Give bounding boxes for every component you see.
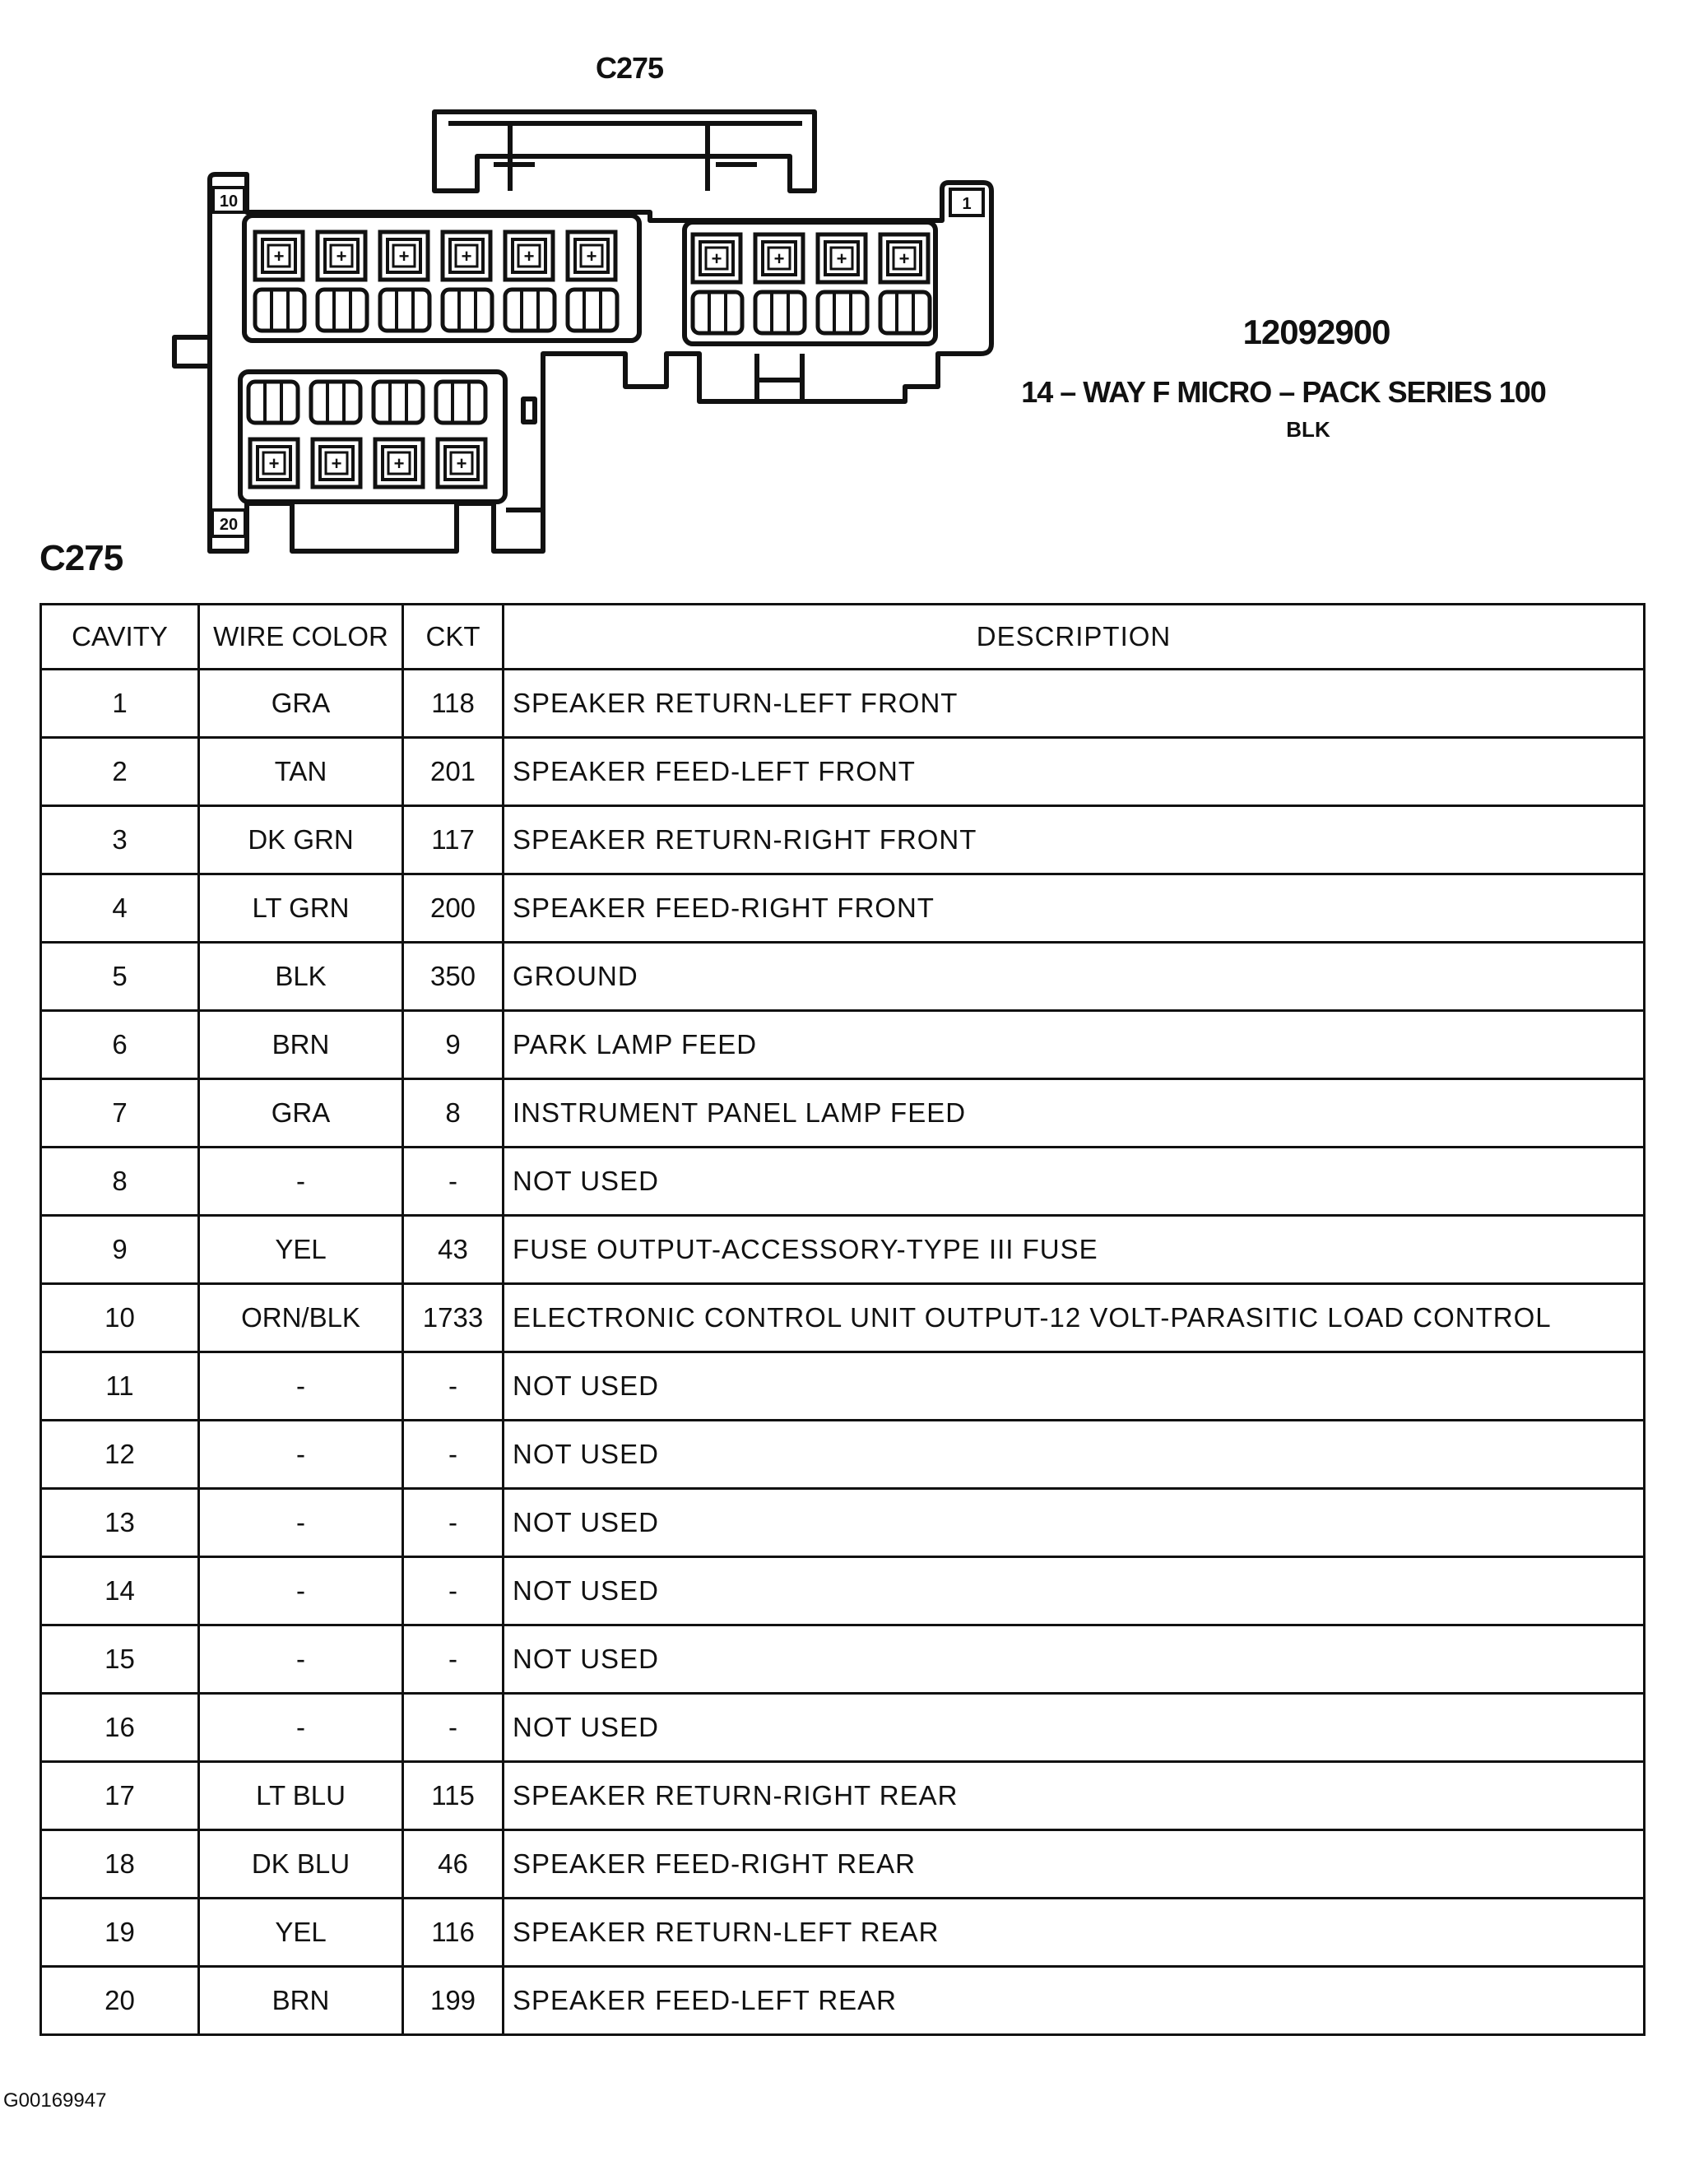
cell-cavity: 7 (41, 1079, 199, 1148)
cavity-20-label: 20 (219, 516, 239, 534)
terminal-cavity (818, 234, 866, 282)
rear-slot (311, 382, 360, 423)
cavity-1-label: 1 (962, 195, 972, 213)
table-row (41, 1284, 1645, 1352)
table-row (41, 1557, 1645, 1625)
table-row (41, 670, 1645, 738)
terminal-cavity (380, 232, 428, 280)
cell-description: GROUND (504, 943, 1645, 1011)
rear-slot (443, 290, 492, 331)
table-header-row (41, 605, 1645, 670)
cell-description: FUSE OUTPUT-ACCESSORY-TYPE III FUSE (504, 1216, 1645, 1284)
cell-wire-color: YEL (199, 1899, 403, 1967)
terminal-cavity (755, 234, 803, 282)
cell-cavity: 5 (41, 943, 199, 1011)
svg-text:+: + (586, 246, 597, 267)
connector-color: BLK (1286, 417, 1330, 442)
cell-wire-color: - (199, 1148, 403, 1216)
rear-slot (568, 290, 617, 331)
cell-description: SPEAKER FEED-RIGHT FRONT (504, 874, 1645, 943)
terminal-cavity (250, 439, 298, 487)
terminal-cavities (248, 232, 930, 487)
svg-text:+: + (456, 453, 467, 474)
terminal-cavity (255, 232, 303, 280)
table-row (41, 1967, 1645, 2035)
table-row (41, 1899, 1645, 1967)
cell-cavity: 12 (41, 1421, 199, 1489)
svg-text:+: + (773, 248, 785, 269)
key-notch (523, 399, 535, 422)
cell-description: SPEAKER FEED-LEFT REAR (504, 1967, 1645, 2035)
cell-wire-color: TAN (199, 738, 403, 806)
terminal-cavity (880, 234, 928, 282)
cell-ckt: 201 (403, 738, 504, 806)
cell-description: SPEAKER RETURN-RIGHT REAR (504, 1762, 1645, 1830)
svg-text:+: + (273, 246, 285, 267)
svg-text:+: + (898, 248, 910, 269)
cell-ckt: - (403, 1352, 504, 1421)
rear-slot (436, 382, 485, 423)
connector-diagram (0, 0, 1685, 592)
cell-description: NOT USED (504, 1625, 1645, 1694)
cell-wire-color: BRN (199, 1967, 403, 2035)
svg-text:+: + (711, 248, 722, 269)
cell-cavity: 16 (41, 1694, 199, 1762)
cell-cavity: 17 (41, 1762, 199, 1830)
cell-cavity: 4 (41, 874, 199, 943)
cell-ckt: 115 (403, 1762, 504, 1830)
cell-description: NOT USED (504, 1489, 1645, 1557)
cell-ckt: 118 (403, 670, 504, 738)
cell-wire-color: DK GRN (199, 806, 403, 874)
cell-wire-color: GRA (199, 670, 403, 738)
rear-slot (374, 382, 423, 423)
cell-description: SPEAKER FEED-LEFT FRONT (504, 738, 1645, 806)
cell-ckt: 8 (403, 1079, 504, 1148)
rear-slot (505, 290, 555, 331)
table-title: C275 (39, 538, 123, 578)
rear-slot (248, 382, 298, 423)
table-row (41, 1148, 1645, 1216)
cell-description: SPEAKER FEED-RIGHT REAR (504, 1830, 1645, 1899)
cell-ckt: 1733 (403, 1284, 504, 1352)
table-row (41, 1421, 1645, 1489)
table-row (41, 1694, 1645, 1762)
svg-text:+: + (268, 453, 280, 474)
cell-description: SPEAKER RETURN-RIGHT FRONT (504, 806, 1645, 874)
cavity-10-label: 10 (219, 192, 239, 211)
cell-wire-color: - (199, 1352, 403, 1421)
table-row (41, 806, 1645, 874)
cell-wire-color: - (199, 1421, 403, 1489)
rear-slot (880, 292, 930, 333)
side-key-left (174, 337, 210, 366)
table-row (41, 1216, 1645, 1284)
cell-description: SPEAKER RETURN-LEFT FRONT (504, 670, 1645, 738)
cell-description: NOT USED (504, 1421, 1645, 1489)
cell-cavity: 20 (41, 1967, 199, 2035)
svg-text:+: + (336, 246, 347, 267)
rear-slot (818, 292, 867, 333)
cell-description: NOT USED (504, 1352, 1645, 1421)
cell-ckt: - (403, 1694, 504, 1762)
cell-ckt: 9 (403, 1011, 504, 1079)
lower-right-tab (506, 510, 543, 551)
terminal-cavity (693, 234, 740, 282)
rear-slot (693, 292, 742, 333)
cell-cavity: 9 (41, 1216, 199, 1284)
pinout-table (39, 603, 1646, 2036)
mid-tab (757, 354, 802, 401)
cell-description: NOT USED (504, 1557, 1645, 1625)
header-ckt: CKT (403, 605, 504, 670)
table-row (41, 1625, 1645, 1694)
cell-cavity: 11 (41, 1352, 199, 1421)
rear-slot (318, 290, 367, 331)
cell-ckt: 43 (403, 1216, 504, 1284)
terminal-cavity (375, 439, 423, 487)
cell-ckt: - (403, 1148, 504, 1216)
cell-cavity: 19 (41, 1899, 199, 1967)
cell-description: SPEAKER RETURN-LEFT REAR (504, 1899, 1645, 1967)
cell-cavity: 8 (41, 1148, 199, 1216)
terminal-cavity (438, 439, 485, 487)
table-row (41, 1011, 1645, 1079)
cell-wire-color: BLK (199, 943, 403, 1011)
svg-text:+: + (393, 453, 405, 474)
table-row (41, 943, 1645, 1011)
terminal-cavity (318, 232, 365, 280)
image-code: G00169947 (3, 2089, 107, 2112)
cell-ckt: - (403, 1557, 504, 1625)
cell-wire-color: BRN (199, 1011, 403, 1079)
cell-wire-color: LT GRN (199, 874, 403, 943)
cell-cavity: 13 (41, 1489, 199, 1557)
cell-cavity: 2 (41, 738, 199, 806)
cell-cavity: 6 (41, 1011, 199, 1079)
cell-ckt: - (403, 1421, 504, 1489)
cell-wire-color: ORN/BLK (199, 1284, 403, 1352)
svg-text:+: + (836, 248, 847, 269)
connector-label-top: C275 (595, 51, 664, 85)
cell-ckt: 116 (403, 1899, 504, 1967)
cell-description: PARK LAMP FEED (504, 1011, 1645, 1079)
cell-wire-color: - (199, 1694, 403, 1762)
cell-ckt: 200 (403, 874, 504, 943)
cell-cavity: 1 (41, 670, 199, 738)
rear-slot (755, 292, 805, 333)
rear-slot (255, 290, 304, 331)
table-row (41, 1762, 1645, 1830)
cell-ckt: 199 (403, 1967, 504, 2035)
cell-wire-color: GRA (199, 1079, 403, 1148)
cell-ckt: - (403, 1625, 504, 1694)
table-row (41, 1079, 1645, 1148)
terminal-cavity (443, 232, 490, 280)
terminal-cavity (568, 232, 615, 280)
cell-wire-color: - (199, 1557, 403, 1625)
cell-cavity: 14 (41, 1557, 199, 1625)
rear-slot (380, 290, 429, 331)
cell-description: ELECTRONIC CONTROL UNIT OUTPUT-12 VOLT-PARASITIC LOAD CONTROL (504, 1284, 1645, 1352)
cell-ckt: 46 (403, 1830, 504, 1899)
svg-text:+: + (398, 246, 410, 267)
cell-cavity: 10 (41, 1284, 199, 1352)
cell-cavity: 3 (41, 806, 199, 874)
table-row (41, 874, 1645, 943)
header-wire-color: WIRE COLOR (199, 605, 403, 670)
svg-text:+: + (461, 246, 472, 267)
cell-wire-color: DK BLU (199, 1830, 403, 1899)
terminal-cavity (313, 439, 360, 487)
cell-wire-color: - (199, 1625, 403, 1694)
cell-wire-color: YEL (199, 1216, 403, 1284)
svg-text:+: + (331, 453, 342, 474)
header-description: DESCRIPTION (504, 605, 1645, 670)
cell-description: NOT USED (504, 1694, 1645, 1762)
cell-wire-color: LT BLU (199, 1762, 403, 1830)
cell-cavity: 15 (41, 1625, 199, 1694)
svg-text:+: + (523, 246, 535, 267)
connector-face-drawing (0, 0, 1037, 576)
cell-ckt: - (403, 1489, 504, 1557)
cell-ckt: 350 (403, 943, 504, 1011)
cell-wire-color: - (199, 1489, 403, 1557)
terminal-cavity (505, 232, 553, 280)
table-row (41, 1830, 1645, 1899)
connector-description: 14 – WAY F MICRO – PACK SERIES 100 (1021, 375, 1546, 409)
table-row (41, 1352, 1645, 1421)
table-row (41, 1489, 1645, 1557)
part-number: 12092900 (1242, 313, 1390, 351)
table-row (41, 738, 1645, 806)
header-cavity: CAVITY (41, 605, 199, 670)
cell-description: INSTRUMENT PANEL LAMP FEED (504, 1079, 1645, 1148)
cell-ckt: 117 (403, 806, 504, 874)
cell-cavity: 18 (41, 1830, 199, 1899)
cell-description: NOT USED (504, 1148, 1645, 1216)
